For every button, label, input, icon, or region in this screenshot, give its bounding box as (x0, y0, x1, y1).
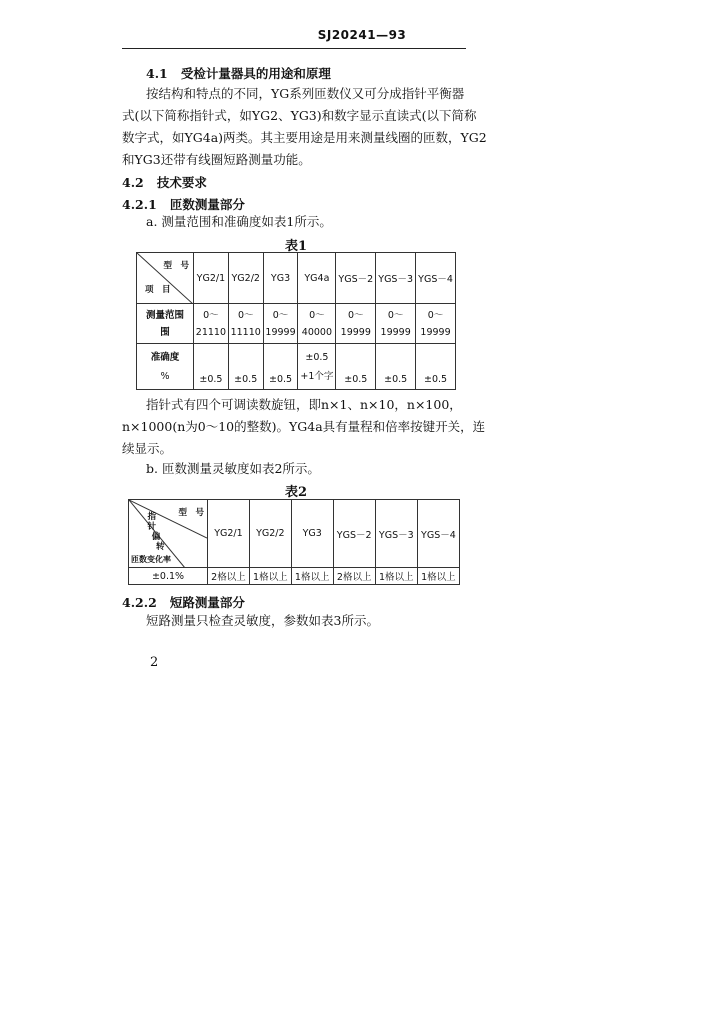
table2-model: YGS－3 (375, 500, 417, 568)
table1-model: YG3 (263, 253, 298, 304)
section-title: 短路测量部分 (169, 595, 245, 610)
table1-model: YG4a (298, 253, 336, 304)
item-b: b. 匝数测量灵敏度如表2所示。 (146, 461, 320, 476)
table1-range-cell (376, 304, 416, 344)
range-label-bottom: 围 (160, 326, 170, 338)
section-number: 4.2 (122, 175, 144, 190)
section-title: 受检计量器具的用途和原理 (180, 66, 331, 81)
table1-accuracy-row (137, 344, 456, 390)
table1-accuracy-label (137, 344, 194, 390)
table2-caption: 表2 (285, 485, 308, 500)
table2-header-row (129, 500, 460, 568)
range-max: 11110 (230, 326, 261, 338)
page-number: 2 (150, 655, 159, 670)
range-max: 40000 (301, 326, 333, 338)
range-max: 21110 (195, 326, 227, 338)
table2-model: YGS－4 (417, 500, 459, 568)
table2-model: YG2/1 (208, 500, 250, 568)
pointer-paragraph-line-3: 续显示。 (122, 441, 173, 456)
section-number: 4.2.1 (122, 197, 157, 212)
table2-value: 2格以上 (208, 568, 250, 585)
accuracy-yg4a-top: ±0.5 (305, 351, 329, 363)
table1-range-row (137, 304, 456, 344)
section-title: 技术要求 (156, 175, 207, 190)
range-min: 0～ (203, 309, 219, 321)
table1-range-cell (336, 304, 376, 344)
table2-corner-deflection: 指 针 偏 转 (147, 512, 165, 552)
table2-model: YGS－2 (333, 500, 375, 568)
table2-corner-change: 匝数变化率 (131, 555, 171, 564)
range-min: 0～ (348, 309, 364, 321)
table1-model: YGS－2 (336, 253, 376, 304)
table1-accuracy-cell-yg4a (298, 344, 336, 390)
accuracy-yg4a-bottom: +1个字 (300, 370, 334, 382)
table2-model: YG2/2 (249, 500, 291, 568)
section-4-2-1-heading (122, 195, 245, 213)
section-title: 匝数测量部分 (169, 197, 245, 212)
section-4-2-heading (122, 173, 207, 191)
table1-range-cell (194, 304, 229, 344)
document-header: SJ20241—93 (317, 28, 407, 42)
table1-range-cell (416, 304, 456, 344)
table1-model: YG2/1 (194, 253, 229, 304)
table1 (136, 252, 456, 390)
table1-range-label (137, 304, 194, 344)
accuracy-label-top: 准确度 (150, 351, 180, 363)
table1-range-cell (263, 304, 298, 344)
table1-corner-bottom: 项 目 (145, 285, 171, 295)
table1-accuracy-cell: ±0.5 (194, 344, 229, 390)
header-rule (122, 48, 466, 49)
range-min: 0～ (272, 309, 289, 321)
table2-corner-model: 型 号 (178, 508, 204, 518)
table1-model: YGS－4 (416, 253, 456, 304)
section-number: 4.2.2 (122, 595, 157, 610)
table2-value: 1格以上 (291, 568, 333, 585)
range-min: 0～ (309, 309, 325, 321)
section-4-1-line-3: 数字式，如YG4a)两类。其主要用途是用来测量线圈的匝数，YG2 (122, 130, 487, 145)
table1-caption: 表1 (285, 239, 308, 254)
table2-value-row (129, 568, 460, 585)
pointer-paragraph-line-1: 指针式有四个可调读数旋钮，即n×1、n×10，n×100， (146, 397, 462, 412)
table1-model: YG2/2 (228, 253, 263, 304)
table2-value: 1格以上 (249, 568, 291, 585)
range-max: 19999 (420, 326, 451, 338)
range-label-top: 测量范围 (145, 309, 184, 321)
table2-value: 1格以上 (417, 568, 459, 585)
table1-corner-cell (137, 253, 194, 304)
table1-accuracy-cell: ±0.5 (416, 344, 456, 390)
pointer-paragraph-line-2: n×1000(n为0～10的整数)。YG4a具有量程和倍率按键开关，连 (122, 419, 486, 434)
range-max: 19999 (265, 326, 296, 338)
table1-header-row (137, 253, 456, 304)
accuracy-label-bottom: % (160, 370, 170, 382)
section-4-1-line-4: 和YG3还带有线圈短路测量功能。 (122, 152, 311, 167)
range-min: 0～ (237, 309, 254, 321)
range-max: 19999 (340, 326, 371, 338)
range-min: 0～ (387, 309, 404, 321)
range-min: 0～ (427, 309, 444, 321)
table1-accuracy-cell: ±0.5 (376, 344, 416, 390)
section-4-1-line-1: 按结构和特点的不同，YG系列匝数仪又可分成指针平衡器 (146, 86, 465, 101)
section-4-1-line-2: 式(以下简称指针式，如YG2、YG3)和数字显示直读式(以下简称 (122, 108, 477, 123)
table1-accuracy-cell: ±0.5 (263, 344, 298, 390)
table2-corner-cell (129, 500, 208, 568)
section-number: 4.1 (146, 66, 168, 81)
section-4-1-heading (146, 64, 331, 82)
table1-accuracy-cell: ±0.5 (336, 344, 376, 390)
table2-model: YG3 (291, 500, 333, 568)
section-4-2-2-heading (122, 593, 245, 611)
item-a: a. 测量范围和准确度如表1所示。 (146, 214, 332, 229)
table2 (128, 499, 460, 585)
section-4-2-2-line: 短路测量只检查灵敏度，参数如表3所示。 (146, 613, 379, 628)
table2-value: 1格以上 (375, 568, 417, 585)
table1-range-cell (298, 304, 336, 344)
range-max: 19999 (380, 326, 411, 338)
table2-row-label: ±0.1% (129, 568, 208, 585)
table1-range-cell (228, 304, 263, 344)
table1-corner-top: 型 号 (163, 261, 189, 271)
table2-value: 2格以上 (333, 568, 375, 585)
table1-model: YGS－3 (376, 253, 416, 304)
table1-accuracy-cell: ±0.5 (228, 344, 263, 390)
